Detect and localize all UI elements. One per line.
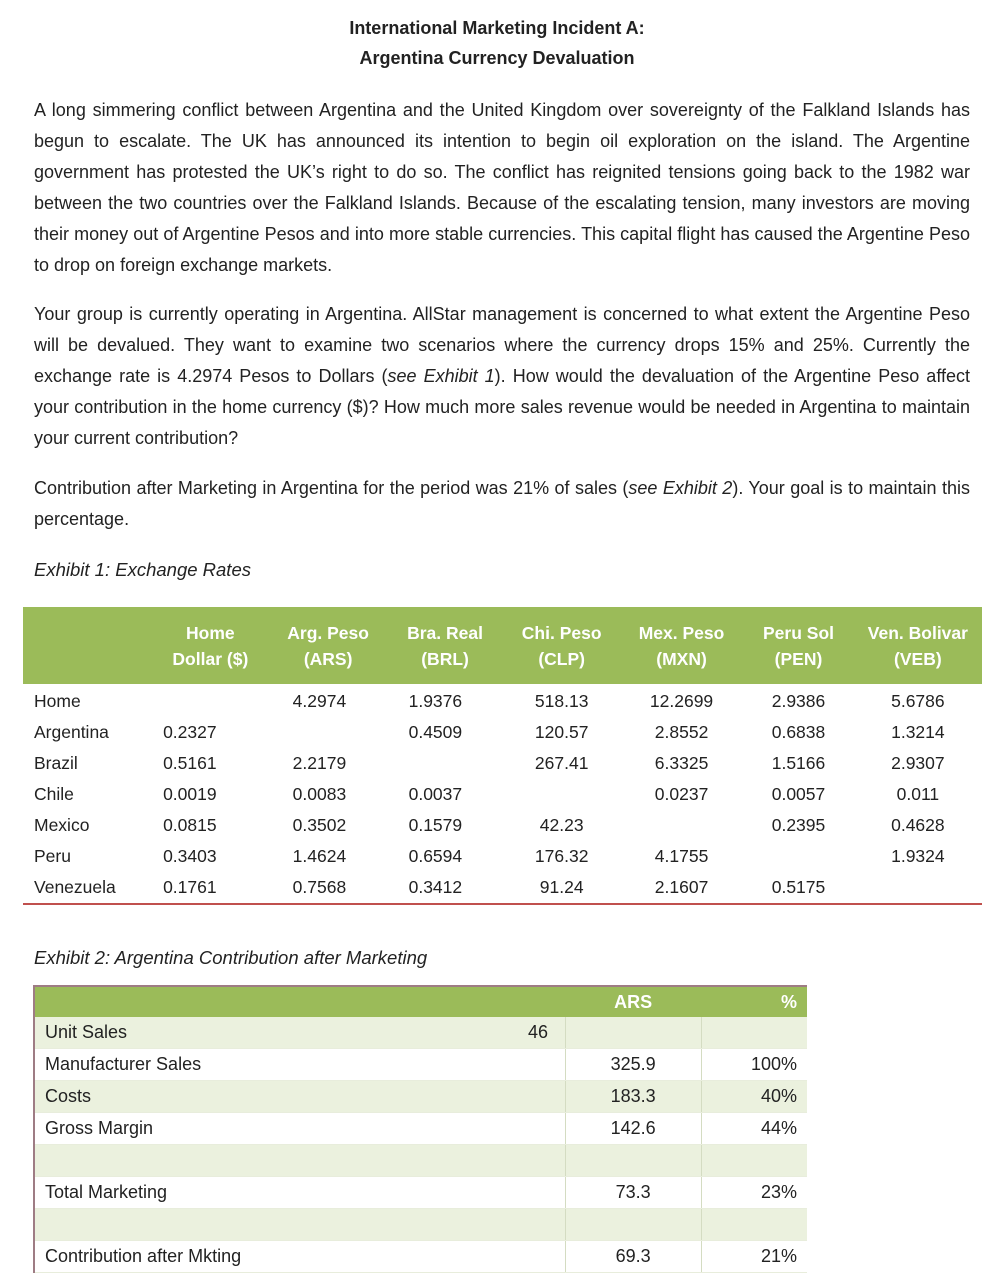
- exchange-rates-table: [23, 607, 982, 905]
- paragraph-scenario-text-a: Your group is currently operating in Argentina. AllStar management is concerned to what extent the Argentine Peso will be devalued. They want to examine two scenarios where the currency drops 15% and 25%. Currently the exchange rate is 4.2974 Pesos to Dollars (: [34, 304, 970, 386]
- row-label: Chile: [34, 784, 74, 804]
- table-row: Mexico 0.0815 0.3502 0.1579 42.23 0.2395 0.4628: [23, 810, 982, 841]
- row-label: Manufacturer Sales: [34, 1049, 511, 1081]
- header-peru-sol: Peru Sol (PEN): [743, 607, 854, 684]
- row-label: Peru: [34, 846, 71, 866]
- paragraph-goal-text-b: ). Your goal is to maintain this percentage.: [34, 478, 971, 529]
- row-label: Total Marketing: [34, 1177, 511, 1209]
- exhibit1-reference: see Exhibit 1: [387, 366, 495, 386]
- header-mex-peso: Mex. Peso (MXN): [620, 607, 743, 684]
- document-subtitle: Argentina Currency Devaluation: [359, 48, 635, 68]
- paragraph-goal: [34, 473, 970, 535]
- table-row: Costs 183.3 40%: [34, 1081, 807, 1113]
- table-row: Contribution after Mkting 69.3 21%: [34, 1241, 807, 1273]
- table-row: Argentina 0.2327 0.4509 120.57 2.8552 0.6838 1.3214: [23, 717, 982, 748]
- row-label: Argentina: [34, 722, 109, 742]
- table-row: Home 4.2974 1.9376 518.13 12.2699 2.9386 5.6786: [23, 684, 982, 717]
- table-row: Brazil 0.5161 2.2179 267.41 6.3325 1.5166 2.9307: [23, 748, 982, 779]
- header-bra-real: Bra. Real (BRL): [387, 607, 504, 684]
- contribution-header-row: [34, 986, 807, 1017]
- header-chi-peso: Chi. Peso (CLP): [504, 607, 620, 684]
- table-row: Gross Margin 142.6 44%: [34, 1113, 807, 1145]
- row-label: Mexico: [34, 815, 90, 835]
- table-row: Unit Sales 46: [34, 1017, 807, 1049]
- table-row: Manufacturer Sales 325.9 100%: [34, 1049, 807, 1081]
- row-label: Unit Sales: [34, 1017, 511, 1049]
- row-label: Brazil: [34, 753, 78, 773]
- header-ars: ARS: [565, 986, 701, 1017]
- table-row: [34, 1209, 807, 1241]
- header-percent: %: [701, 986, 807, 1017]
- table-row: [34, 1145, 807, 1177]
- paragraph-conflict: A long simmering conflict between Argentina and the United Kingdom over sovereignty of the Falkland Islands has begun to escalate. The UK has announced its intention to begin oil exploration on the island. The Argentine government has protested the UK’s right to do so. The conflict has reignited tensions going back to the 1982 war between the two countries over the Falkland Islands. Because of the escalating tension, many investors are moving their money out of Argentine Pesos and into more stable currencies. This capital flight has caused the Argentine Peso to drop on foreign exchange markets.: [34, 100, 970, 275]
- header-arg-peso: Arg. Peso (ARS): [270, 607, 387, 684]
- row-label: Costs: [34, 1081, 511, 1113]
- table-row: Chile 0.0019 0.0083 0.0037 0.0237 0.0057 0.011: [23, 779, 982, 810]
- table-row: Peru 0.3403 1.4624 0.6594 176.32 4.1755 1.9324: [23, 841, 982, 872]
- header-corner: [23, 607, 151, 684]
- exchange-rates-header-row: [23, 607, 982, 684]
- table-row: Total Marketing 73.3 23%: [34, 1177, 807, 1209]
- header-ven-bolivar: Ven. Bolivar (VEB): [854, 607, 982, 684]
- table-row: Venezuela 0.1761 0.7568 0.3412 91.24 2.1607 0.5175: [23, 872, 982, 904]
- document-title: International Marketing Incident A:: [349, 18, 645, 38]
- row-label: Home: [34, 691, 81, 711]
- paragraph-scenario-text-b: ). How would the devaluation of the Argentine Peso affect your contribution in the home currency ($)? How much more sales revenue would be needed in Argentina to maintain your current contribution?: [34, 366, 971, 448]
- contribution-table: [33, 985, 807, 1273]
- row-label: Venezuela: [23, 872, 151, 904]
- row-label: Gross Margin: [34, 1113, 511, 1145]
- exhibit2-reference: see Exhibit 2: [628, 478, 733, 498]
- paragraph-goal-text-a: Contribution after Marketing in Argentina for the period was 21% of sales (: [34, 478, 629, 498]
- header-home-dollar: Home Dollar ($): [151, 607, 270, 684]
- paragraph-scenario: [34, 299, 970, 454]
- exhibit1-caption: Exhibit 1: Exchange Rates: [34, 559, 251, 580]
- row-label: Contribution after Mkting: [34, 1241, 511, 1273]
- exhibit2-caption: Exhibit 2: Argentina Contribution after Marketing: [34, 947, 428, 968]
